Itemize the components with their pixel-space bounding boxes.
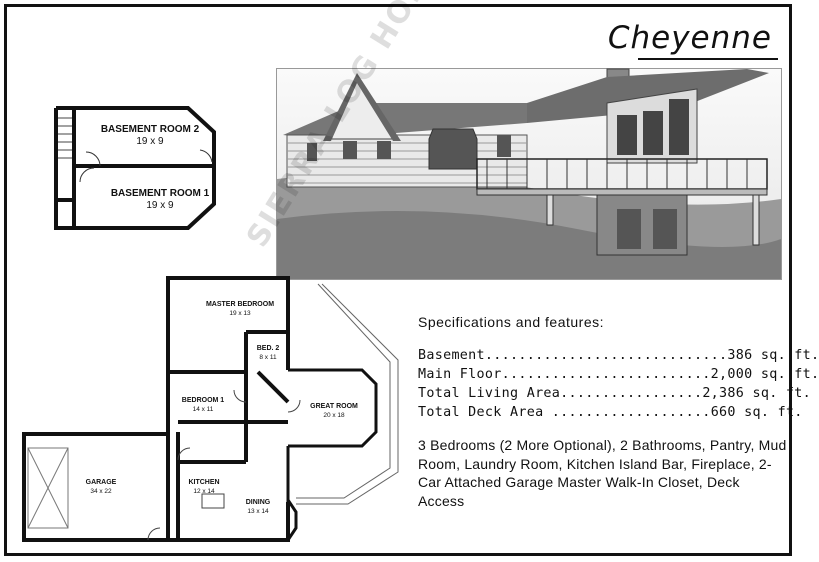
room-dining: DINING 13 x 14 [245, 499, 271, 515]
room-garage: GARAGE 34 x 22 [85, 479, 117, 495]
room-bedroom-1: BEDROOM 1 14 x 11 [181, 397, 225, 413]
basement-room-1-label: BASEMENT ROOM 1 19 x 9 [110, 188, 210, 211]
spec-row-main-floor: Main Floor.........................2,000 sq. ft. [418, 367, 819, 382]
room-master-bedroom: MASTER BEDROOM 19 x 13 [205, 301, 275, 317]
plan-title: Cheyenne [607, 20, 772, 56]
main-floor-plan [18, 272, 408, 550]
room-kitchen: KITCHEN 12 x 14 [188, 479, 220, 495]
basement-room-2-label: BASEMENT ROOM 2 19 x 9 [100, 124, 200, 147]
title-box [607, 18, 778, 60]
spec-row-total-living-area: Total Living Area.................2,386 sq. ft. [418, 386, 812, 401]
specifications-heading: Specifications and features: [418, 314, 604, 330]
room-bed-2: BED. 2 8 x 11 [256, 345, 280, 361]
spec-row-total-deck-area: Total Deck Area ...................660 sq. ft. [418, 405, 803, 420]
spec-row-basement: Basement.............................386 sq. ft. [418, 348, 819, 363]
watermark: SIERRA LOG [240, 47, 387, 254]
features-text: 3 Bedrooms (2 More Optional), 2 Bathrooms, Pantry, Mud Room, Laundry Room, Kitchen Island Bar, Fireplace, 2-Car Attached Garage Master Walk-In Closet, Deck Access [418, 437, 787, 509]
basement-plan [52, 104, 222, 234]
room-great-room: GREAT ROOM 20 x 18 [310, 403, 358, 419]
